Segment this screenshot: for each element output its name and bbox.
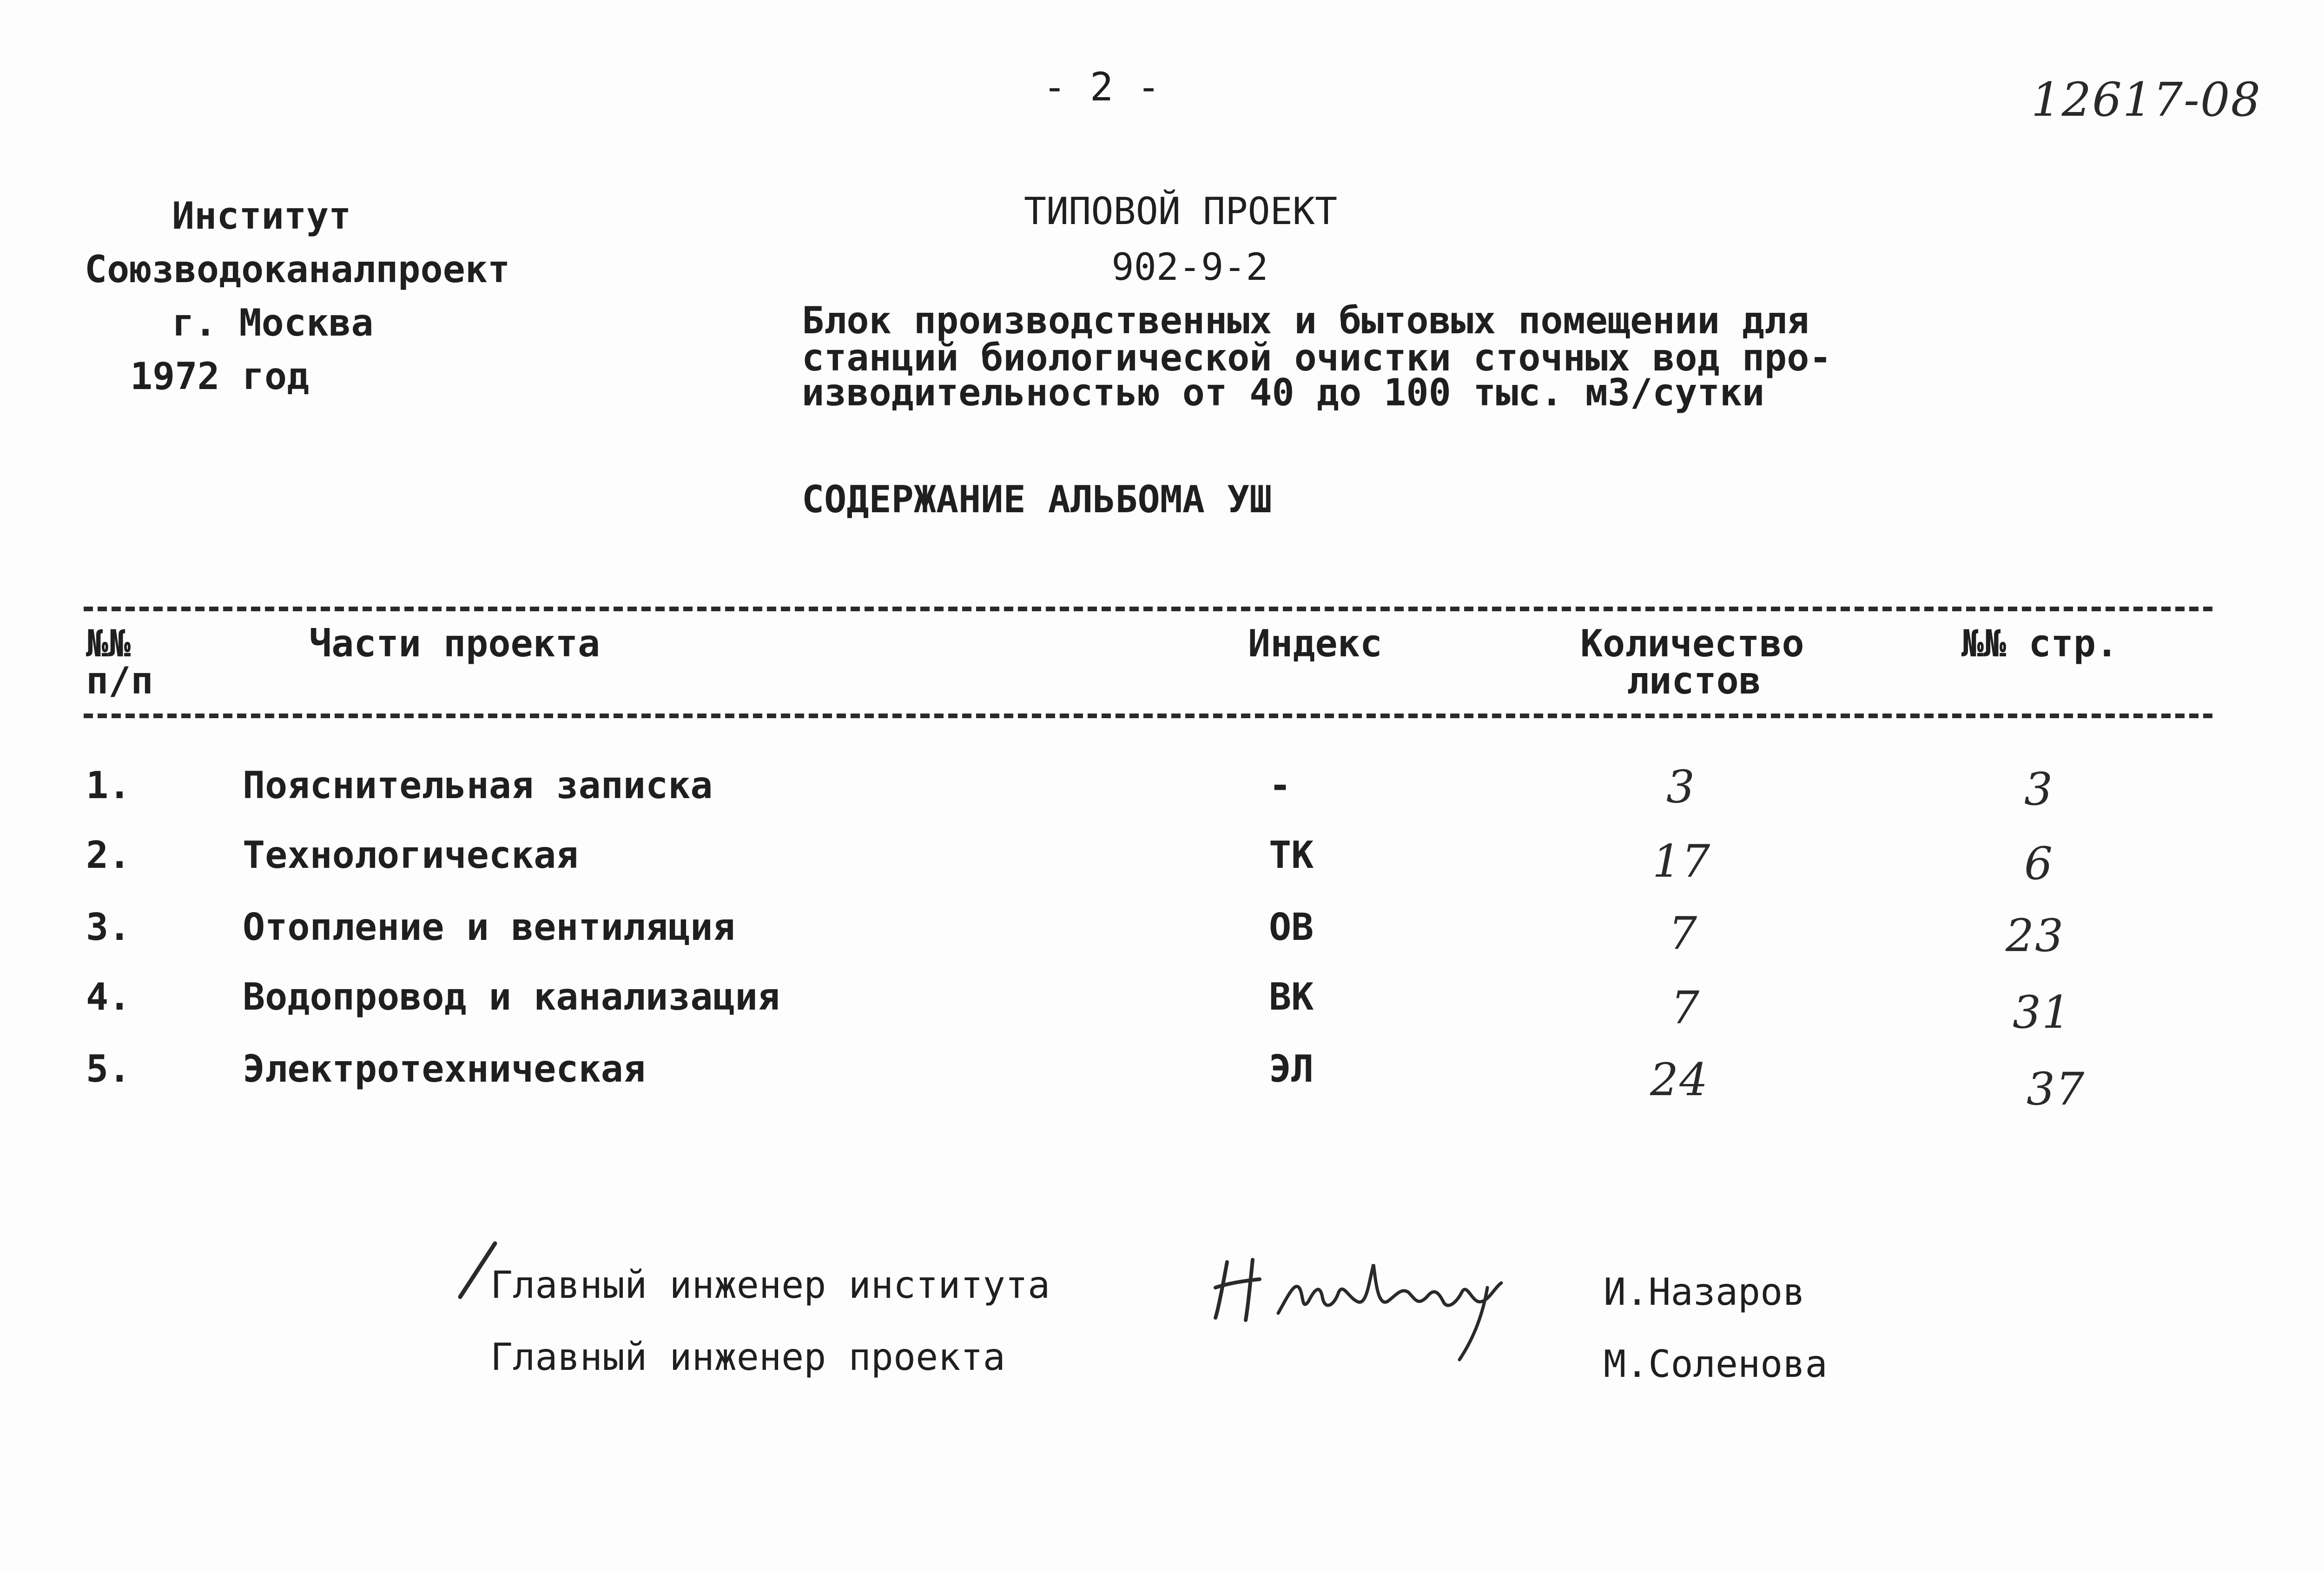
row-2-number: 2.: [86, 833, 131, 877]
project-title-line3: изводительностью от 40 до 100 тыс. м3/сутки: [802, 371, 1765, 414]
row-3-number: 3.: [86, 905, 131, 949]
project-number: 902-9-2: [1111, 245, 1268, 289]
row-3-index: ОВ: [1269, 905, 1314, 949]
row-5-index: ЭЛ: [1269, 1047, 1314, 1091]
table-header-rule: [84, 714, 2212, 718]
row-4-sheets: 7: [1671, 982, 1701, 1034]
row-1-number: 1.: [86, 764, 131, 807]
row-4-index: ВК: [1269, 975, 1314, 1018]
chief-engineer-institute-role: Главный инженер института: [490, 1263, 1050, 1307]
row-1-page: 3: [2024, 763, 2054, 815]
header-parts: Части проекта: [309, 622, 601, 665]
header-index: Индекс: [1248, 622, 1382, 665]
project-type: ТИПОВОЙ ПРОЕКТ: [1023, 190, 1338, 233]
header-sheets-line2: листов: [1627, 659, 1761, 702]
row-4-part: Водопровод и канализация: [243, 975, 780, 1018]
album-title: СОДЕРЖАНИЕ АЛЬБОМА УШ: [802, 478, 1272, 521]
row-5-sheets: 24: [1650, 1054, 1709, 1106]
archive-number: 12617-08: [2031, 73, 2262, 127]
row-2-part: Технологическая: [243, 833, 579, 877]
chief-engineer-institute-name: И.Назаров: [1604, 1270, 1805, 1314]
row-3-sheets: 7: [1669, 907, 1698, 959]
header-number-line1: №№: [86, 622, 131, 665]
header-sheets-line1: Количество: [1580, 622, 1804, 665]
chief-engineer-project-name: М.Соленова: [1604, 1342, 1828, 1386]
row-2-index: ТК: [1269, 833, 1314, 877]
signature-image: [1208, 1236, 1534, 1371]
row-4-page: 31: [2013, 986, 2072, 1038]
row-3-page: 23: [2006, 910, 2065, 962]
header-page: №№ стр.: [1961, 622, 2119, 665]
row-1-sheets: 3: [1666, 761, 1696, 813]
row-1-part: Пояснительная записка: [243, 764, 713, 807]
institute-city: г. Москва: [172, 301, 374, 344]
page-number: - 2 -: [1043, 64, 1161, 110]
row-5-number: 5.: [86, 1047, 131, 1091]
row-2-sheets: 17: [1652, 835, 1711, 887]
table-top-rule: [84, 607, 2212, 611]
header-number-line2: п/п: [86, 659, 153, 702]
project-title-line2: станций биологической очистки сточных вод про-: [802, 336, 1832, 379]
row-1-index: -: [1269, 764, 1292, 807]
institute-label: Институт: [172, 194, 351, 238]
row-4-number: 4.: [86, 975, 131, 1018]
row-2-page: 6: [2024, 838, 2054, 890]
row-3-part: Отопление и вентиляция: [243, 905, 735, 949]
institute-name: Союзводоканалпроект: [85, 248, 510, 291]
row-5-part: Электротехническая: [243, 1047, 646, 1091]
row-5-page: 37: [2027, 1063, 2086, 1115]
project-title-line1: Блок производственных и бытовых помещении для: [802, 299, 1809, 342]
institute-year: 1972 год: [130, 355, 310, 398]
chief-engineer-project-role: Главный инженер проекта: [490, 1335, 1005, 1379]
